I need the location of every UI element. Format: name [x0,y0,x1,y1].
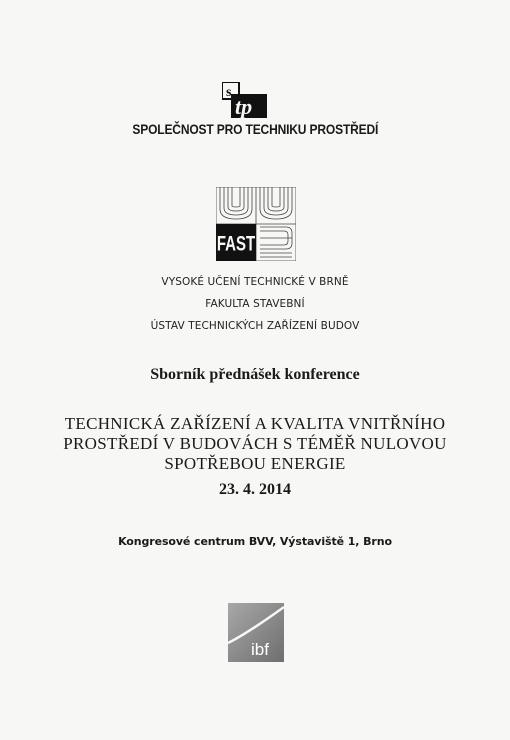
stp-logo [222,82,268,120]
conference-date: 23. 4. 2014 [219,481,291,498]
conference-venue: Kongresové centrum BVV, Výstaviště 1, Brno [118,535,392,548]
stp-name: SPOLEČNOST PRO TECHNIKU PROSTŘEDÍ [132,121,379,137]
institute-name: ÚSTAV TECHNICKÝCH ZAŘÍZENÍ BUDOV [150,320,360,332]
svg-text:tp: tp [235,94,253,119]
svg-text:ibf: ibf [251,640,269,659]
ibf-logo [228,603,284,662]
conference-title-line: TECHNICKÁ ZAŘÍZENÍ A KVALITA VNITŘNÍHO [64,414,446,433]
conference-title-line: PROSTŘEDÍ V BUDOVÁCH S TÉMĚŘ NULOVOU [63,434,447,453]
fast-logo [216,187,296,261]
university-name: VYSOKÉ UČENÍ TECHNICKÉ V BRNĚ [161,276,349,288]
conference-title-line: SPOTŘEBOU ENERGIE [164,454,346,473]
svg-text:s: s [226,85,232,100]
faculty-name: FAKULTA STAVEBNÍ [205,298,305,310]
proceedings-label: Sborník přednášek konference [150,366,360,383]
svg-text:FAST: FAST [216,231,256,256]
